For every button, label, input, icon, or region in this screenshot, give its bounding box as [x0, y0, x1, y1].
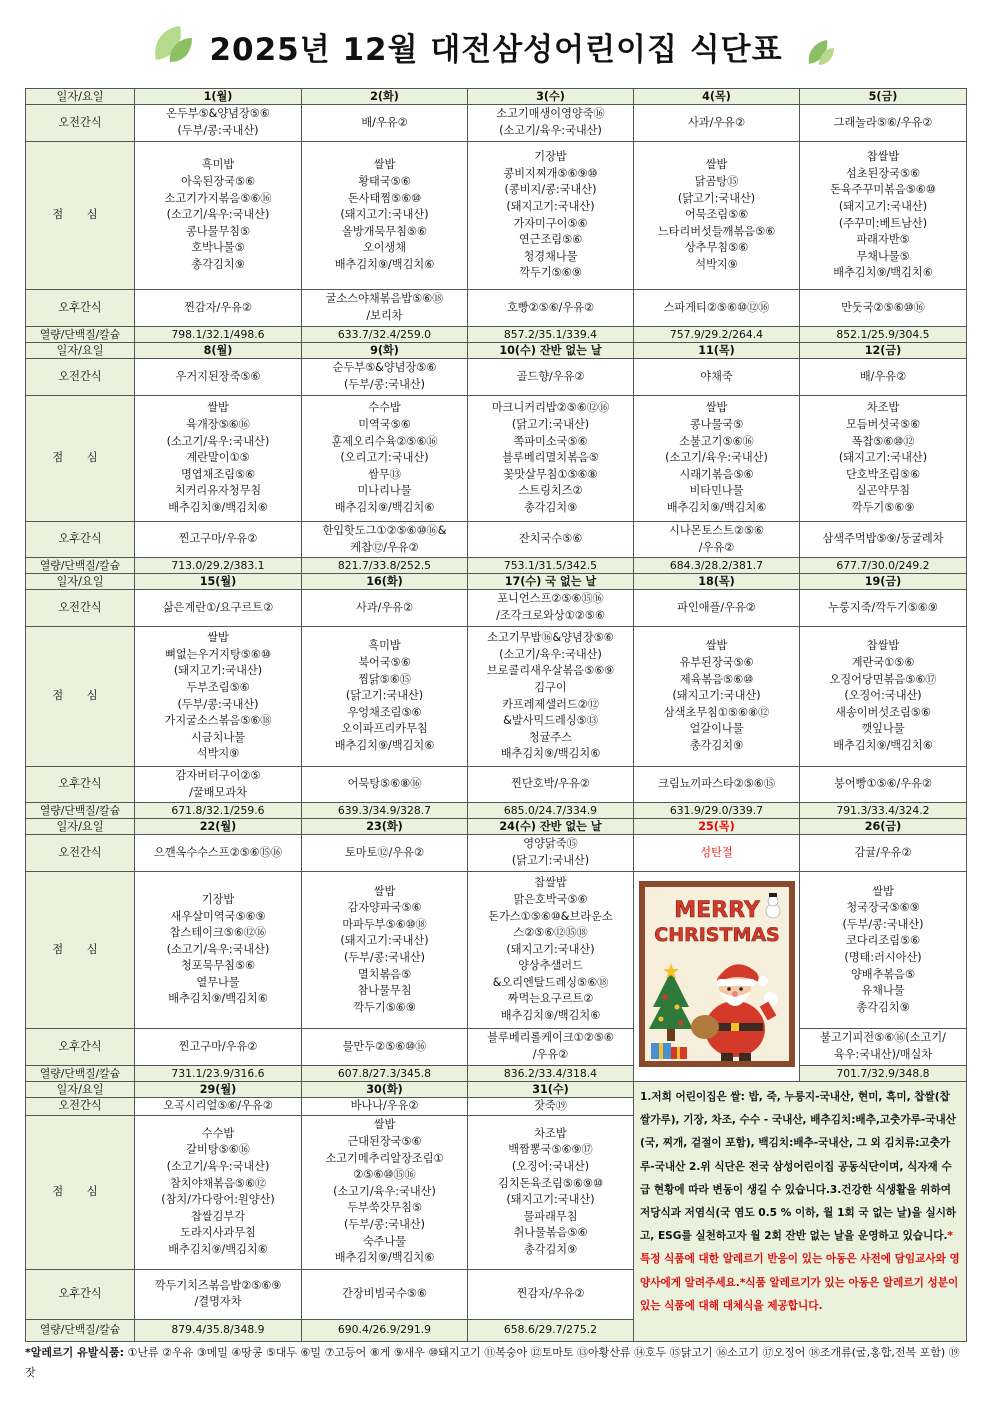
- nutrition-value: 857.2/35.1/339.4: [468, 327, 634, 343]
- lunch-menu: 기장밥 새우살미역국⑤⑥⑨ 찹스테이크⑤⑥⑫⑯ (소고기/육우:국내산) 청포묵무침⑤⑥ 열무나물 배추김치⑨/백김치⑥: [135, 872, 302, 1029]
- nutrition-value: 791.3/33.4/324.2: [800, 803, 967, 819]
- lunch-row: [26, 396, 967, 522]
- day-header: 4(목): [634, 89, 800, 105]
- nutrition-value: 701.7/32.9/348.8: [800, 1066, 967, 1082]
- am-snack-row: [26, 835, 967, 872]
- pm-snack: 불고기피전⑤⑥⑯(소고기/ 육우:국내산)/매실차: [800, 1029, 967, 1066]
- am-snack-row: [26, 105, 967, 142]
- pm-snack: 삼색주먹밥⑤⑨/둥굴레차: [800, 522, 967, 558]
- day-header: 2(화): [302, 89, 468, 105]
- day-header: 22(월): [135, 819, 302, 835]
- nutrition-row: [26, 558, 967, 574]
- am-snack: 잣죽⑲: [468, 1098, 634, 1116]
- lunch-menu: 흑미밥 북어국⑤⑥ 찜닭⑤⑥⑮ (닭고기:국내산) 우엉채조림⑤⑥ 오이파프리카무침 배추김치⑨/백김치⑥: [302, 627, 468, 767]
- am-snack: 감귤/우유②: [800, 835, 967, 872]
- date-row: [26, 89, 967, 105]
- date-row: [26, 819, 967, 835]
- am-snack: 포니언스프②⑤⑥⑮⑯ /조각크로와상①②⑤⑥: [468, 590, 634, 627]
- lunch-menu: 찹쌀밥 맑은호박국⑤⑥ 돈가스①⑤⑥⑩&브라운소 스②⑤⑥⑫⑮⑱ (돼지고기:국내산) 양상추샐러드 &오리엔탈드레싱⑤⑥⑱ 짜먹는요구르트② 배추김치⑨/백김치⑥: [468, 872, 634, 1029]
- pm-snack: 호빵②⑤⑥/우유②: [468, 290, 634, 327]
- allergy-legend: [25, 1343, 970, 1383]
- christmas-illustration-cell: [634, 872, 800, 1082]
- nutrition-value: 685.0/24.7/334.9: [468, 803, 634, 819]
- lunch-label: 점 심: [26, 627, 135, 767]
- am-snack-row: [26, 359, 967, 396]
- lunch-menu: 수수밥 갈비탕⑤⑥⑯ (소고기/육우:국내산) 참치야채볶음⑤⑥⑫ (참치/가다랑어:원양산) 찹쌀김부각 도라지사과무침 배추김치⑨/백김치⑥: [135, 1115, 302, 1269]
- day-header: 5(금): [800, 89, 967, 105]
- am-snack: 사과/우유②: [634, 105, 800, 142]
- nutrition-value: 684.3/28.2/381.7: [634, 558, 800, 574]
- lunch-menu: 쌀밥 뼈없는우거지탕⑤⑥⑩ (돼지고기:국내산) 두부조림⑤⑥ (두부/콩:국내산) 가지굴소스볶음⑤⑥⑱ 시금치나물 석박지⑨: [135, 627, 302, 767]
- allergy-legend-text: ①난류 ②우유 ③메밀 ④땅콩 ⑤대두 ⑥밀 ⑦고등어 ⑧게 ⑨새우 ⑩돼지고기 ⑪복숭아 ⑫토마토 ⑬아황산류 ⑭호두 ⑮닭고기 ⑯소고기 ⑰오징어 ⑱조개류(굴,홍합,전복 포함) ⑲잣: [25, 1346, 960, 1379]
- nutrition-value: 639.3/34.9/328.7: [302, 803, 468, 819]
- am-label: 오전간식: [26, 835, 135, 872]
- xmas-text-merry: MERRY: [673, 897, 760, 923]
- lunch-menu: 쌀밥 청국장국⑤⑥⑨ (두부/콩:국내산) 코다리조림⑤⑥ (명태:러시아산) 양배추볶음⑤ 유채나물 총각김치⑨: [800, 872, 967, 1029]
- lunch-label: 점 심: [26, 396, 135, 522]
- day-header: 19(금): [800, 574, 967, 590]
- lunch-menu: 쌀밥 육개장⑤⑥⑯ (소고기/육우:국내산) 계란말이①⑤ 명엽채조림⑤⑥ 치커리유자청무침 배추김치⑨/백김치⑥: [135, 396, 302, 522]
- am-snack: 누룽지죽/깍두기⑤⑥⑨: [800, 590, 967, 627]
- day-header: 8(월): [135, 343, 302, 359]
- lunch-menu: 찹쌀밥 섬초된장국⑤⑥ 돈육주꾸미볶음⑤⑥⑩ (돼지고기:국내산) (주꾸미:베트남산) 파래자반⑤ 무채나물⑤ 배추김치⑨/백김치⑥: [800, 142, 967, 290]
- pm-snack: 물만두②⑤⑥⑩⑯: [302, 1029, 468, 1066]
- pm-snack: 찐고구마/우유②: [135, 522, 302, 558]
- pm-snack: 찐단호박/우유②: [468, 767, 634, 803]
- lunch-row: [26, 627, 967, 767]
- green-leaf-icon: [805, 38, 835, 66]
- nutrition-value: 713.0/29.2/383.1: [135, 558, 302, 574]
- nutrition-label: 열량/단백질/칼슘: [26, 1319, 135, 1341]
- xmas-text-christmas: CHRISTMAS: [653, 923, 780, 946]
- am-snack: 파인애플/우유②: [634, 590, 800, 627]
- pm-snack: 찐감자/우유②: [468, 1269, 634, 1319]
- date-row: [26, 1082, 967, 1098]
- am-snack: 으깬옥수수스프②⑤⑥⑮⑯: [135, 835, 302, 872]
- nutrition-label: 열량/단백질/칼슘: [26, 327, 135, 343]
- date-label: 일자/요일: [26, 89, 135, 105]
- lunch-label: 점 심: [26, 872, 135, 1029]
- pm-snack: 붕어빵①⑤⑥/우유②: [800, 767, 967, 803]
- am-snack: 배/우유②: [302, 105, 468, 142]
- lunch-label: 점 심: [26, 142, 135, 290]
- pm-snack-row: [26, 767, 967, 803]
- lunch-menu: 쌀밥 근대된장국⑤⑥ 소고기메추리알장조림① ②⑤⑥⑩⑮⑯ (소고기/육우:국내산) 두부쑥갓무침⑤ (두부/콩:국내산) 숙주나물 배추김치⑨/백김치⑥: [302, 1115, 468, 1269]
- am-snack: 온두부⑤&양념장⑤⑥ (두부/콩:국내산): [135, 105, 302, 142]
- pm-snack: 어묵탕⑤⑥⑧⑯: [302, 767, 468, 803]
- lunch-menu: 기장밥 콩비지찌개⑤⑥⑨⑩ (콩비지/콩:국내산) (돼지고기:국내산) 가자미구이⑤⑥ 연근조림⑤⑥ 청경채나물 깍두기⑤⑥⑨: [468, 142, 634, 290]
- holiday-label: 성탄절: [634, 835, 800, 872]
- am-snack: 배/우유②: [800, 359, 967, 396]
- pm-label: 오후간식: [26, 522, 135, 558]
- lunch-menu: 수수밥 미역국⑤⑥ 훈제오리수육②⑤⑥⑯ (오리고기:국내산) 쌈무⑬ 미나리나물 배추김치⑨/백김치⑥: [302, 396, 468, 522]
- day-header: 24(수) 잔반 없는 날: [468, 819, 634, 835]
- lunch-label: 점 심: [26, 1115, 135, 1269]
- day-header: 15(월): [135, 574, 302, 590]
- pm-snack: 만둣국②⑤⑥⑩⑯: [800, 290, 967, 327]
- nutrition-value: 671.8/32.1/259.6: [135, 803, 302, 819]
- lunch-menu: 쌀밥 닭곰탕⑮ (닭고기:국내산) 어묵조림⑤⑥ 느타리버섯들깨볶음⑤⑥ 상추무침⑤⑥ 석박지⑨: [634, 142, 800, 290]
- pm-snack-row: [26, 290, 967, 327]
- lunch-menu: 쌀밥 감자양파국⑤⑥ 마파두부⑤⑥⑩⑱ (돼지고기:국내산) (두부/콩:국내산) 멸치볶음⑤ 참나물무침 깍두기⑤⑥⑨: [302, 872, 468, 1029]
- am-snack: 우거지된장죽⑤⑥: [135, 359, 302, 396]
- nutrition-value: 607.8/27.3/345.8: [302, 1066, 468, 1082]
- nutrition-row: [26, 327, 967, 343]
- lunch-menu: 쌀밥 황태국⑤⑥ 돈사태찜⑤⑥⑩ (돼지고기:국내산) 올방개묵무침⑤⑥ 오이생채 배추김치⑨/백김치⑥: [302, 142, 468, 290]
- nutrition-value: 731.1/23.9/316.6: [135, 1066, 302, 1082]
- day-header: 23(화): [302, 819, 468, 835]
- nutrition-value: 633.7/32.4/259.0: [302, 327, 468, 343]
- pm-snack-row: [26, 522, 967, 558]
- pm-snack: 찐감자/우유②: [135, 290, 302, 327]
- date-label: 일자/요일: [26, 574, 135, 590]
- day-header: 31(수): [468, 1082, 634, 1098]
- am-label: 오전간식: [26, 1098, 135, 1116]
- am-label: 오전간식: [26, 105, 135, 142]
- nutrition-row: [26, 1066, 967, 1082]
- day-header: 3(수): [468, 89, 634, 105]
- pm-snack: 감자버터구이②⑤ /꿀배모과차: [135, 767, 302, 803]
- lunch-menu: 찹쌀밥 계란국①⑤⑥ 오징어당면볶음⑤⑥⑰ (오징어:국내산) 새송이버섯조림⑤⑥ 깻잎나물 배추김치⑨/백김치⑥: [800, 627, 967, 767]
- am-snack: 바나나/우유②: [302, 1098, 468, 1116]
- notes-box: [634, 1082, 967, 1342]
- christmas-card-illustration: [637, 879, 797, 1069]
- holiday-day-header: 25(목): [634, 819, 800, 835]
- date-row: [26, 343, 967, 359]
- day-header: 10(수) 잔반 없는 날: [468, 343, 634, 359]
- am-snack: 그래놀라⑤⑥/우유②: [800, 105, 967, 142]
- day-header: 17(수) 국 없는 날: [468, 574, 634, 590]
- nutrition-label: 열량/단백질/칼슘: [26, 1066, 135, 1082]
- pm-snack: 간장비빔국수⑤⑥: [302, 1269, 468, 1319]
- lunch-row: [26, 142, 967, 290]
- allergy-legend-label: *알레르기 유발식품:: [25, 1346, 124, 1359]
- pm-snack: 시나몬토스트②⑤⑥ /우유②: [634, 522, 800, 558]
- am-snack: 순두부⑤&양념장⑤⑥ (두부/콩:국내산): [302, 359, 468, 396]
- lunch-menu: 흑미밥 아욱된장국⑤⑥ 소고기가지볶음⑤⑥⑯ (소고기/육우:국내산) 콩나물무침⑤ 호박나물⑤ 총각김치⑨: [135, 142, 302, 290]
- am-snack: 야채죽: [634, 359, 800, 396]
- day-header: 12(금): [800, 343, 967, 359]
- am-snack: 소고기매생이영양죽⑯ (소고기/육우:국내산): [468, 105, 634, 142]
- nutrition-label: 열량/단백질/칼슘: [26, 803, 135, 819]
- pm-snack-row: [26, 1029, 967, 1066]
- nutrition-value: 836.2/33.4/318.4: [468, 1066, 634, 1082]
- pm-label: 오후간식: [26, 290, 135, 327]
- pm-label: 오후간식: [26, 1269, 135, 1319]
- pm-snack: 찐고구마/우유②: [135, 1029, 302, 1066]
- nutrition-value: 852.1/25.9/304.5: [800, 327, 967, 343]
- day-header: 29(월): [135, 1082, 302, 1098]
- allergy-notice-text: *특정 식품에 대한 알레르기 반응이 있는 아동은 사전에 담임교사와 영양사에게 알려주세요.*식품 알레르기가 있는 아동은 알레르기 성분이 있는 식품에 대해 대체식을 제공합니다.: [640, 1230, 960, 1312]
- pm-snack: 블루베리롤케이크①②⑤⑥ /우유②: [468, 1029, 634, 1066]
- date-row: [26, 574, 967, 590]
- am-snack: 영양닭죽⑮ (닭고기:국내산): [468, 835, 634, 872]
- nutrition-value: 879.4/35.8/348.9: [135, 1319, 302, 1341]
- page-title-wrap: [0, 22, 992, 78]
- pm-snack: 깍두기치즈볶음밥②⑤⑥⑨ /결명자차: [135, 1269, 302, 1319]
- lunch-menu: 쌀밥 유부된장국⑤⑥ 제육볶음⑤⑥⑩ (돼지고기:국내산) 삼색초무침①⑤⑥⑧⑫ 얼갈이나물 총각김치⑨: [634, 627, 800, 767]
- notes-text: 1.저희 어린이집은 쌀: 밥, 죽, 누룽지-국내산, 현미, 흑미, 찹쌀(찹쌀가루), 기장, 차조, 수수 - 국내산, 배추김치:배추,고춧가루-국내산(국, 찌개, 겉절이 포함), 백김치:배추-국내산, 그 외 김치류:고춧가루-국내산 2.위 식단은 전국 삼성어린이집 공동식단이며, 식자재 수급 현황에 따라 변동이 생길 수 있습니다.3.건강한 식생활을 위하여 저당식과 저염식(국 염도 0.5 % 이하, 월 1회 국 없는 날)을 실시하고, ESG를 실천하고자 월 2회 잔반 없는 날을 운영하고 있습니다.: [640, 1091, 957, 1243]
- nutrition-row: [26, 803, 967, 819]
- lunch-menu: 차조밥 백짬뽕국⑤⑥⑨⑰ (오징어:국내산) 김치돈육조림⑤⑥⑨⑩ (돼지고기:국내산) 물파래무침 취나물볶음⑤⑥ 총각김치⑨: [468, 1115, 634, 1269]
- nutrition-label: 열량/단백질/칼슘: [26, 558, 135, 574]
- nutrition-value: 631.9/29.0/339.7: [634, 803, 800, 819]
- nutrition-value: 677.7/30.0/249.2: [800, 558, 967, 574]
- day-header: 11(목): [634, 343, 800, 359]
- day-header: 9(화): [302, 343, 468, 359]
- date-label: 일자/요일: [26, 819, 135, 835]
- day-header: 30(화): [302, 1082, 468, 1098]
- day-header: 1(월): [135, 89, 302, 105]
- lunch-menu: 쌀밥 콩나물국⑤ 소불고기⑤⑥⑯ (소고기/육우:국내산) 시래기볶음⑤⑥ 비타민나물 배추김치⑨/백김치⑥: [634, 396, 800, 522]
- day-header: 16(화): [302, 574, 468, 590]
- nutrition-value: 658.6/29.7/275.2: [468, 1319, 634, 1341]
- day-header: 26(금): [800, 819, 967, 835]
- pm-snack: 굴소스야채볶음밥⑤⑥⑱ /보리차: [302, 290, 468, 327]
- lunch-menu: 차조밥 모듬버섯국⑤⑥ 폭찹⑤⑥⑩⑫ (돼지고기:국내산) 단호박조림⑤⑥ 실곤약무침 깍두기⑤⑥⑨: [800, 396, 967, 522]
- am-label: 오전간식: [26, 590, 135, 627]
- nutrition-value: 798.1/32.1/498.6: [135, 327, 302, 343]
- am-snack: 오곡시리얼⑤⑥/우유②: [135, 1098, 302, 1116]
- pm-label: 오후간식: [26, 1029, 135, 1066]
- menu-table: [25, 88, 967, 1342]
- am-snack: 토마토⑫/우유②: [302, 835, 468, 872]
- am-snack-row: [26, 590, 967, 627]
- nutrition-value: 757.9/29.2/264.4: [634, 327, 800, 343]
- nutrition-value: 753.1/31.5/342.5: [468, 558, 634, 574]
- am-snack: 사과/우유②: [302, 590, 468, 627]
- day-header: 18(목): [634, 574, 800, 590]
- date-label: 일자/요일: [26, 1082, 135, 1098]
- lunch-menu: 소고기무밥⑯&양념장⑤⑥ (소고기/육우:국내산) 브로콜리새우살볶음⑤⑥⑨ 김구이 카프레제샐러드②⑫ &발사믹드레싱⑤⑬ 청귤주스 배추김치⑨/백김치⑥: [468, 627, 634, 767]
- pm-snack: 크림뇨끼파스타②⑤⑥⑮: [634, 767, 800, 803]
- lunch-menu: 마크니커리밥②⑤⑥⑫⑯ (닭고기:국내산) 쪽파미소국⑤⑥ 블루베리멸치볶음⑤ 꽃맛살무침①⑤⑥⑧ 스트링치즈② 총각김치⑨: [468, 396, 634, 522]
- nutrition-value: 821.7/33.8/252.5: [302, 558, 468, 574]
- pm-label: 오후간식: [26, 767, 135, 803]
- pm-snack: 스파게티②⑤⑥⑩⑫⑯: [634, 290, 800, 327]
- am-snack: 골드향/우유②: [468, 359, 634, 396]
- pm-snack: 잔치국수⑤⑥: [468, 522, 634, 558]
- nutrition-value: 690.4/26.9/291.9: [302, 1319, 468, 1341]
- pm-snack: 한입핫도그①②⑤⑥⑩⑯& 케찹⑫/우유②: [302, 522, 468, 558]
- page-title: 2025년 12월 대전삼성어린이집 식단표: [209, 32, 783, 68]
- date-label: 일자/요일: [26, 343, 135, 359]
- am-label: 오전간식: [26, 359, 135, 396]
- lunch-row: [26, 872, 967, 1029]
- am-snack: 삶은계란①/요구르트②: [135, 590, 302, 627]
